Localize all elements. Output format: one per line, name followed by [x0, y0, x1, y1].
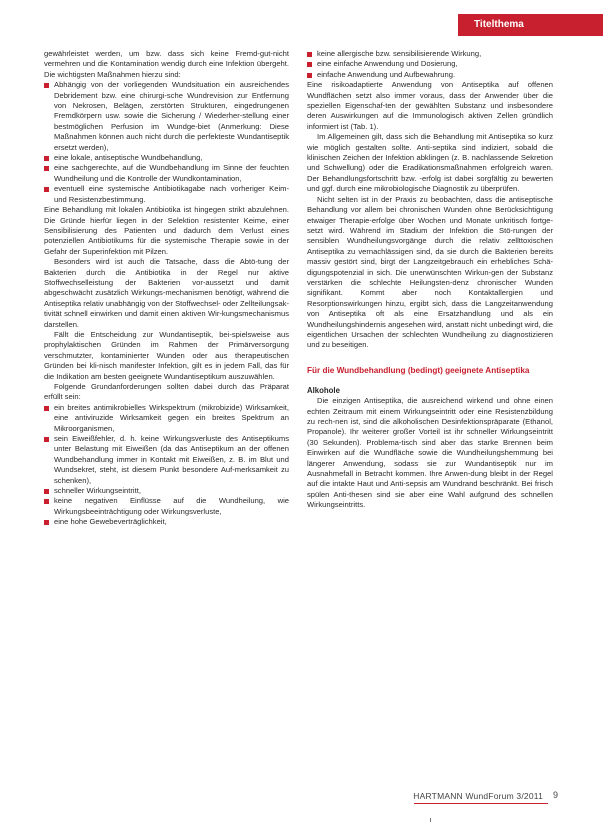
intro-paragraph: gewährleistet werden, um bzw. dass sich keine Fremd-gut-nicht vermehren und die Kontamination wendig durch eine Infektion übergeht. Die wichtigsten Maßnahmen hierzu sind: — [44, 49, 289, 79]
list-item: schneller Wirkungseintritt, — [44, 486, 289, 496]
list-item: eine lokale, antiseptische Wundbehandlung, — [44, 153, 289, 163]
left-column — [44, 49, 289, 528]
requirements-list — [44, 403, 289, 528]
list-item: eine sachgerechte, auf die Wundbehandlung im Sinne der feuchten Wundheilung und die Kontrolle der Wundkontamination, — [44, 163, 289, 184]
footer-divider — [414, 803, 548, 804]
list-item: eine einfache Anwendung und Dosierung, — [307, 59, 553, 69]
body-paragraph: Fällt die Entscheidung zur Wundantiseptik, bei-spielsweise aus prophylaktischen Gründen im Rahmen der Primärversorgung verschmutzter, kontaminierter Wunden oder aus therapeutischen Gründen bei kli-nisch manifester Infektion, gilt es in jedem Fall, das für die Indikation am besten geeignete Wundantiseptikum auszuwählen. — [44, 329, 289, 381]
list-item: keine allergische bzw. sensibilisierende Wirkung, — [307, 49, 553, 59]
body-paragraph: Im Allgemeinen gilt, dass sich die Behandlung mit Antiseptika so kurz wie möglich gestalten sollte. Anti-septika sind indiziert, sobald die klinischen Zeichen der Infektion abklingen (z. B. nachlassende Sekretion und Schwellung) oder die Eradikationsmaßnahmen erfolgreich waren. Der Behandlungsfortschritt bzw. -erfolg ist dabei sorgfältig zu bewerten und ggf. durch eine mikrobiologische Diagnostik zu überprüfen. — [307, 132, 553, 194]
body-paragraph: Eine Behandlung mit lokalen Antibiotika ist hingegen strikt abzulehnen. Die Gründe hierfür liegen in der Selektion resistenter Keime, einer Sensibilisierung des Patienten und dadurch dem Verlust eines potenziellen Antibiotikums für die systemische Therapie sowie in der Gefahr der Superinfektion mit Pilzen. — [44, 205, 289, 256]
list-item: eventuell eine systemische Antibiotikagabe nach vorheriger Keim- und Resistenzbestimmung. — [44, 184, 289, 205]
measures-list — [44, 80, 289, 205]
list-item: sein Eiweißfehler, d. h. keine Wirkungsverluste des Antiseptikums unter Belastung mit Eiweißen (da das Antiseptikum an der offenen Wundbehandlung immer in Kontakt mit Eiweißen, z. B. im Blut und Wundsekret, steht, ist diesem Punkt besondere Auf-merksamkeit zu schenken), — [44, 434, 289, 486]
body-paragraph: Nicht selten ist in der Praxis zu beobachten, dass die antiseptische Behandlung vor allem bei chronischen Wunden ohne Berücksichtigung etwaiger Therapie-erfolge über Wochen und Monate unkritisch fortge-setzt wird. Während im Stadium der Infektion die Stö-rungen der sensiblen Wundheilungsvorgänge durch die relativ zellttoxischen Antiseptika zu vernachlässigen sind, da sie durch die Bakterien bereits massiv gestört sind, birgt der Langzeitgebrauch ein erhebliches Schä-digungspotenzial in sich. Die unerwünschten Wirkun-gen der Substanz verstärken die schlechte Heilungsten-denz chronischer Wunden signifikant. Kommt aber noch Kontaktallergien und Resorptionswirkungen hinzu, ergibt sich, dass die Langzeitanwendung von Antiseptika oft als eine Ersatzhandlung und als ein Wundheilungshindernis angesehen wird, anstatt nicht unbedingt wird, die eigentlichen Ursachen der schlechten Wundheilung zu diagnostizieren und zu beseitigen. — [307, 194, 553, 350]
list-item: Abhängig von der vorliegenden Wundsituation ein ausreichendes Debridement bzw. eine chirurgi-sche Wundrevision zur Entfernung von Nekrosen, Belägen, zerstörten Strukturen, eingedrungenen Fremdkörpern usw. sowie die Sicherung / Wiederher-stellung einer bestmöglichen Perfusion im Wundge-biet (Anmerkung: Diese Maßnahmen können auch nicht durch die perfekteste Wundantiseptik ersetzt werden), — [44, 80, 289, 153]
section-heading: Für die Wundbehandlung (bedingt) geeignete Antiseptika — [307, 365, 530, 375]
list-item: ein breites antimikrobielles Wirkspektrum (mikrobizide) Wirksamkeit, eine antiviruzide Wirksamkeit gegen ein breites Spektrum an Mikroorganismen, — [44, 403, 289, 434]
list-item: einfache Anwendung und Aufbewahrung. — [307, 70, 553, 80]
list-item: eine hohe Gewebeverträglichkeit, — [44, 517, 289, 527]
body-paragraph: Folgende Grundanforderungen sollten dabei durch das Präparat erfüllt sein: — [44, 382, 289, 402]
right-column — [307, 49, 553, 511]
subsection-heading: Alkohole — [307, 385, 340, 395]
footer-publication: HARTMANN WundForum 3/2011 — [413, 791, 543, 801]
list-item: keine negativen Einflüsse auf die Wundheilung, wie Wirkungsbeeinträchtigung oder Wirkungsverluste, — [44, 496, 289, 517]
crop-mark — [430, 818, 431, 822]
body-paragraph: Eine risikoadaptierte Anwendung von Antiseptika auf offenen Wundflächen setzt also immer voraus, dass der Anwender über die speziellen Eigenschaf-ten der gewählten Substanz und insbesondere deren Auswirkungen auf die Immunologisch aktiven Zellen gründlich informiert ist (Tab. 1). — [307, 80, 553, 131]
section-tab: Titelthema — [458, 14, 603, 36]
body-paragraph: Die einzigen Antiseptika, die ausreichend wirkend und ohne einen echten Zeitraum mit einem Wirkungseintritt oder eine Resistenzbildung zu rech-nen ist, sind die alkoholischen Desinfektionspräparate (Ethanol, Propanole). Ihr weiterer großer Vorteil ist ihr schneller Wirkungseintritt (30 Sekunden). Problema-tisch sind aber das starke Brennen beim Einwirken auf die Wundfläche sowie die Wundheilungshemmung bei längerer Anwendung, sodass sie zur Wundantiseptik nur im Ausnahmefall in Betracht kommen. Ihre Anwen-dung bleibt in der Regel auf die intakte Haut und Anti-sepsis am Wundrand beschränkt. Bei frisch spülen Anti-thesen sind sie aber eine Wahl aufgrund des schnellen Wirkungseintritts. — [307, 396, 553, 510]
requirements-list-continued — [307, 49, 553, 80]
body-paragraph: Besonders wird ist auch die Tatsache, dass die Abtö-tung der Bakterien durch die Antibiotika in der Regel nur aktive Stoffwechselleistung der Bakterien vor-aussetzt und damit abgeschwächt zusätzlich Wirkungs-mechanismen benötigt, während die Antiseptika relativ unabhängig von der Stoffwechsel- oder Zellteilungsak-tivität schnell einwirken und damit einen aktiven Wir-kungsmechanismus darstellen. — [44, 257, 289, 329]
page-number: 9 — [553, 790, 559, 800]
